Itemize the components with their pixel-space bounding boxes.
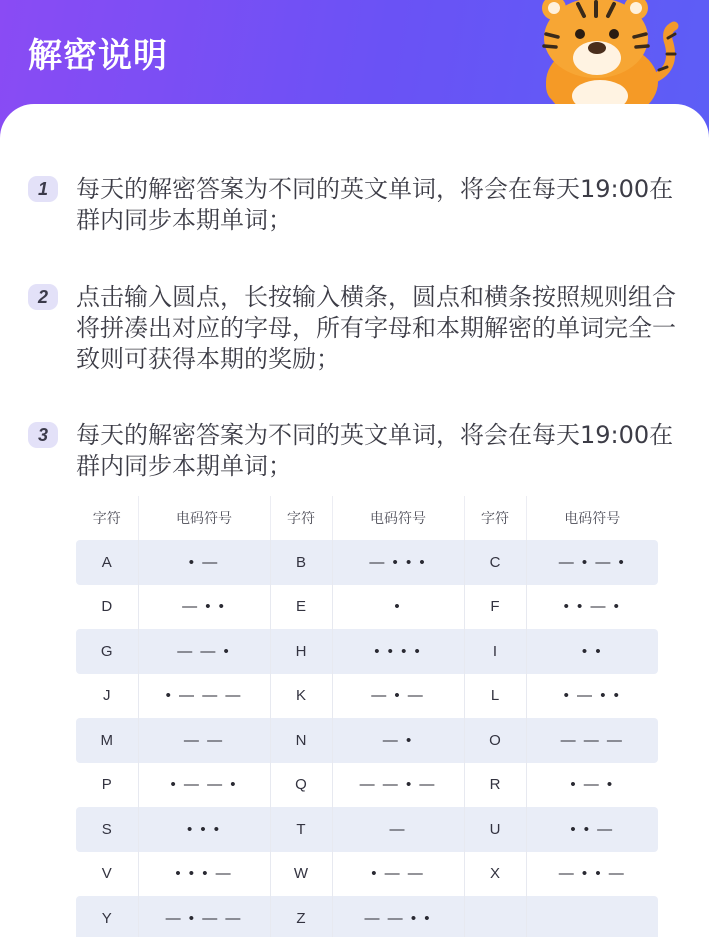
column-header: 字符 [76, 496, 138, 540]
char-cell: P [101, 776, 112, 794]
char-cell: K [270, 674, 332, 719]
char-cell: N [270, 718, 332, 763]
code-cell: — • — • [526, 540, 658, 585]
rule-number-badge: 1 [28, 176, 58, 202]
code-cell: • • — • [526, 585, 658, 630]
table-row [76, 585, 658, 630]
code-cell: — — — [526, 718, 658, 763]
code-cell: — • — — [138, 896, 270, 937]
code-cell: • • • • [332, 629, 464, 674]
code-cell: • — — • [138, 763, 270, 808]
code-cell: • — • • [526, 674, 658, 719]
rule-text: 点击输入圆点，长按输入横条，圆点和横条按照规则组合将拼凑出对应的字母，所有字母和本期解密的单词完全一致则可获得本期的奖励； [76, 283, 676, 373]
rule-item-1 [28, 174, 688, 240]
char-cell: C [464, 540, 526, 585]
code-cell: • — — [332, 852, 464, 897]
table-row [76, 629, 658, 674]
table-row [76, 807, 658, 852]
code-cell: • • — [526, 807, 658, 852]
code-cell: • [332, 585, 464, 630]
rule-number-badge: 2 [28, 284, 58, 310]
char-cell: V [101, 865, 112, 883]
code-cell: — — • [138, 629, 270, 674]
code-cell: — • • — [526, 852, 658, 897]
code-cell: — • • • [332, 540, 464, 585]
code-cell: • • [526, 629, 658, 674]
code-cell: — • • [138, 585, 270, 630]
table-row [76, 852, 658, 897]
code-cell: — — [138, 718, 270, 763]
char-cell: O [464, 718, 526, 763]
column-header: 电码符号 [526, 496, 658, 540]
column-header: 字符 [270, 496, 332, 540]
rule-text: 每天的解密答案为不同的英文单词，将会在每天19:00在群内同步本期单词； [76, 175, 674, 234]
char-cell [464, 896, 526, 937]
char-cell: B [270, 540, 332, 585]
char-cell: W [270, 852, 332, 897]
table-row [76, 718, 658, 763]
char-cell: A [76, 540, 138, 585]
rule-item-2 [28, 282, 688, 378]
code-cell: — [332, 807, 464, 852]
code-cell: — — • • [332, 896, 464, 937]
rule-item-3 [28, 420, 688, 486]
char-cell: H [270, 629, 332, 674]
char-cell: S [76, 807, 138, 852]
column-header: 字符 [464, 496, 526, 540]
morse-code-table [76, 496, 658, 937]
char-cell: U [464, 807, 526, 852]
table-row [76, 540, 658, 585]
char-cell: R [464, 763, 526, 808]
code-cell: — • — [332, 674, 464, 719]
char-cell: T [270, 807, 332, 852]
code-cell [526, 896, 658, 937]
table-row [76, 896, 658, 937]
column-header: 电码符号 [138, 496, 270, 540]
code-cell: • • • — [138, 852, 270, 897]
tiger-mascot-icon [518, 0, 688, 112]
code-cell: • — • [526, 763, 658, 808]
char-cell: Q [270, 763, 332, 808]
page-title: 解密说明 [28, 36, 168, 76]
char-cell: I [464, 629, 526, 674]
code-cell: • • • [138, 807, 270, 852]
char-cell: F [464, 585, 526, 630]
code-cell: • — — — [138, 674, 270, 719]
code-cell: • — [138, 540, 270, 585]
char-cell: X [464, 852, 526, 897]
rule-number-badge: 3 [28, 422, 58, 448]
char-cell: Y [76, 896, 138, 937]
char-cell: D [101, 598, 113, 616]
column-header: 电码符号 [332, 496, 464, 540]
char-cell: M [76, 718, 138, 763]
code-cell: — • [332, 718, 464, 763]
table-row [76, 674, 658, 719]
table-header-row [76, 496, 658, 540]
char-cell: Z [270, 896, 332, 937]
rule-text: 每天的解密答案为不同的英文单词，将会在每天19:00在群内同步本期单词； [76, 421, 674, 480]
char-cell: E [270, 585, 332, 630]
code-cell: — — • — [332, 763, 464, 808]
table-row [76, 763, 658, 808]
char-cell: J [103, 687, 111, 705]
char-cell: L [464, 674, 526, 719]
char-cell: G [76, 629, 138, 674]
